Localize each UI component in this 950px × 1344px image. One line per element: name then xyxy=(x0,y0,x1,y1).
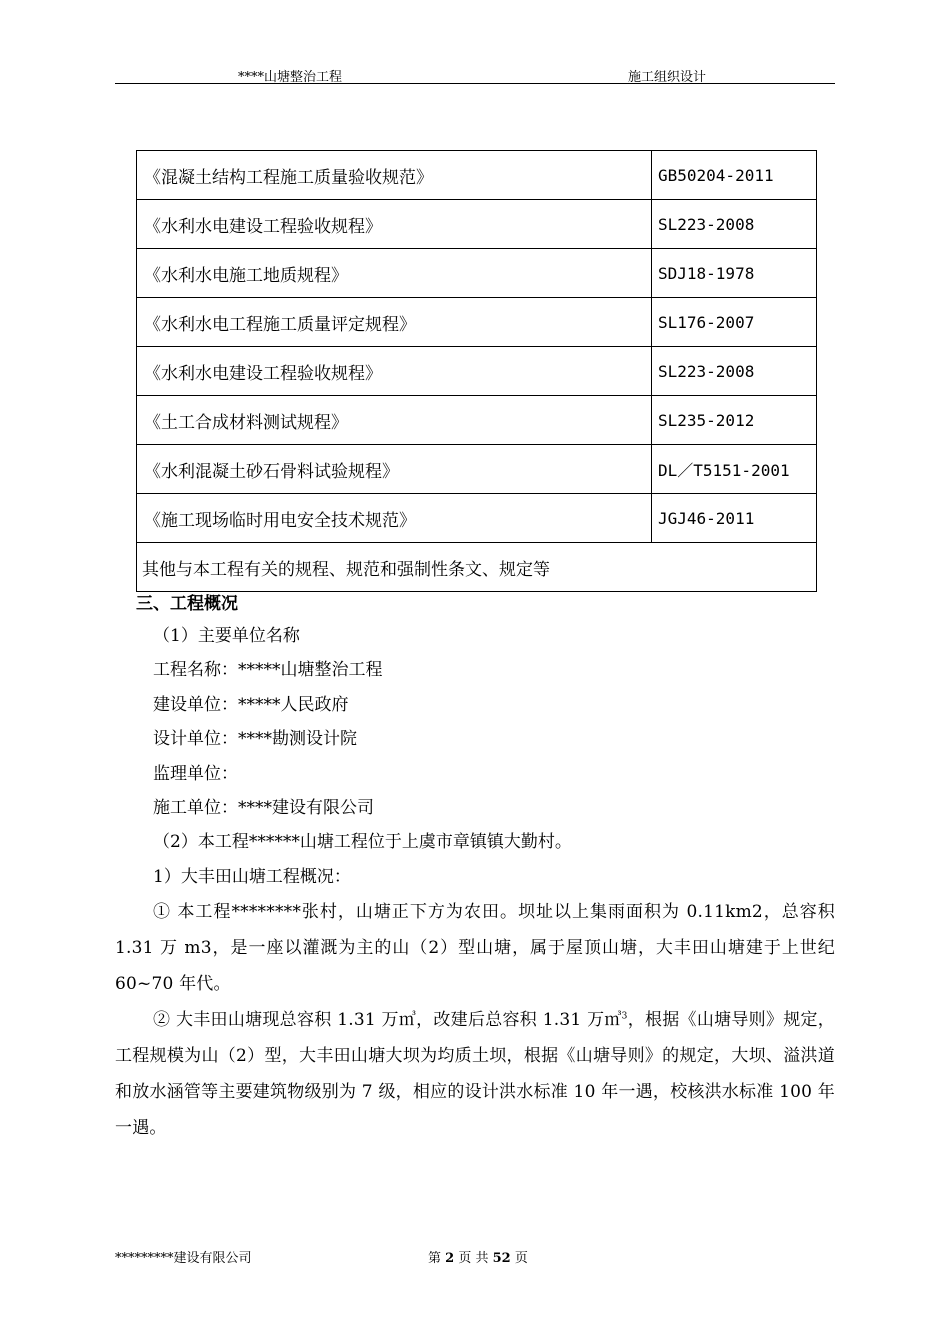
page-prefix: 第 xyxy=(428,1251,446,1266)
superscript: 3 xyxy=(621,1011,628,1022)
standard-code: JGJ46-2011 xyxy=(652,494,817,543)
standard-name: 《水利水电建设工程验收规程》 xyxy=(137,347,652,396)
project-location-line: （2）本工程******山塘工程位于上虞市章镇镇大勤村。 xyxy=(153,832,572,853)
header-project-title: ****山塘整治工程 xyxy=(238,70,343,85)
page-number xyxy=(428,1247,528,1266)
project-overview-section xyxy=(115,589,835,1146)
standard-name: 《土工合成材料测试规程》 xyxy=(137,396,652,445)
header-document-type: 施工组织设计 xyxy=(628,70,707,85)
standard-code: SL223-2008 xyxy=(652,347,817,396)
standard-code: SL223-2008 xyxy=(652,200,817,249)
standard-name: 《水利水电施工地质规程》 xyxy=(137,249,652,298)
table-row xyxy=(137,445,817,494)
table-row xyxy=(137,396,817,445)
table-row xyxy=(137,249,817,298)
header-divider xyxy=(115,83,835,84)
current-page: 2 xyxy=(445,1251,455,1266)
contractor-line: 施工单位：****建设有限公司 xyxy=(153,797,374,818)
standard-code: GB50204-2011 xyxy=(652,151,817,200)
table-row xyxy=(137,347,817,396)
paragraph-2-rest: ，根据《山塘导则》规定，工程规模为山（2）型，大丰田山塘大坝为均质土坝，根据《山塘导则》的规定，大坝、溢洪道和放水涵管等主要建筑物级别为 7 级，相应的设计洪水标准 10 年一遇，校核洪水标准 100 年一遇。 xyxy=(115,1010,835,1139)
builder-line: 建设单位：*****人民政府 xyxy=(153,694,349,715)
project-name-line: 工程名称：*****山塘整治工程 xyxy=(153,660,383,681)
standard-name: 《水利混凝土砂石骨料试验规程》 xyxy=(137,445,652,494)
standards-table xyxy=(136,150,817,592)
table-footer-row xyxy=(137,543,817,592)
supervisor-line: 监理单位： xyxy=(153,763,238,784)
table-row xyxy=(137,298,817,347)
designer-line: 设计单位：****勘测设计院 xyxy=(153,729,357,750)
page-suffix: 页 xyxy=(510,1251,528,1266)
paragraph-2-start: ② 大丰田山塘现总容积 1.31 万㎥，改建后总容积 1.31 万㎥ xyxy=(153,1010,622,1031)
footer-company: *********建设有限公司 xyxy=(115,1251,252,1266)
section-heading: 三、工程概况 xyxy=(136,594,238,614)
table-row xyxy=(137,151,817,200)
overview-paragraph-2 xyxy=(115,1002,835,1146)
standard-code: SL176-2007 xyxy=(652,298,817,347)
page-mid: 页 共 xyxy=(454,1251,493,1266)
standard-code: DL／T5151-2001 xyxy=(652,445,817,494)
subheading-main-units: （1）主要单位名称 xyxy=(153,626,300,646)
standard-name: 《混凝土结构工程施工质量验收规范》 xyxy=(137,151,652,200)
other-standards-note: 其他与本工程有关的规程、规范和强制性条文、规定等 xyxy=(137,543,817,592)
standard-code: SDJ18-1978 xyxy=(652,249,817,298)
standard-name: 《施工现场临时用电安全技术规范》 xyxy=(137,494,652,543)
overview-paragraph-1: ① 本工程********张村，山塘正下方为农田。坝址以上集雨面积为 0.11km2，总容积 1.31 万 m3，是一座以灌溉为主的山（2）型山塘，属于屋顶山塘，大丰田山塘建于上世纪 60~70 年代。 xyxy=(115,902,835,995)
subheading-overview: 1）大丰田山塘工程概况： xyxy=(153,866,351,887)
standard-code: SL235-2012 xyxy=(652,396,817,445)
standard-name: 《水利水电建设工程验收规程》 xyxy=(137,200,652,249)
total-pages: 52 xyxy=(492,1251,511,1266)
standard-name: 《水利水电工程施工质量评定规程》 xyxy=(137,298,652,347)
table-row xyxy=(137,494,817,543)
table-row xyxy=(137,200,817,249)
